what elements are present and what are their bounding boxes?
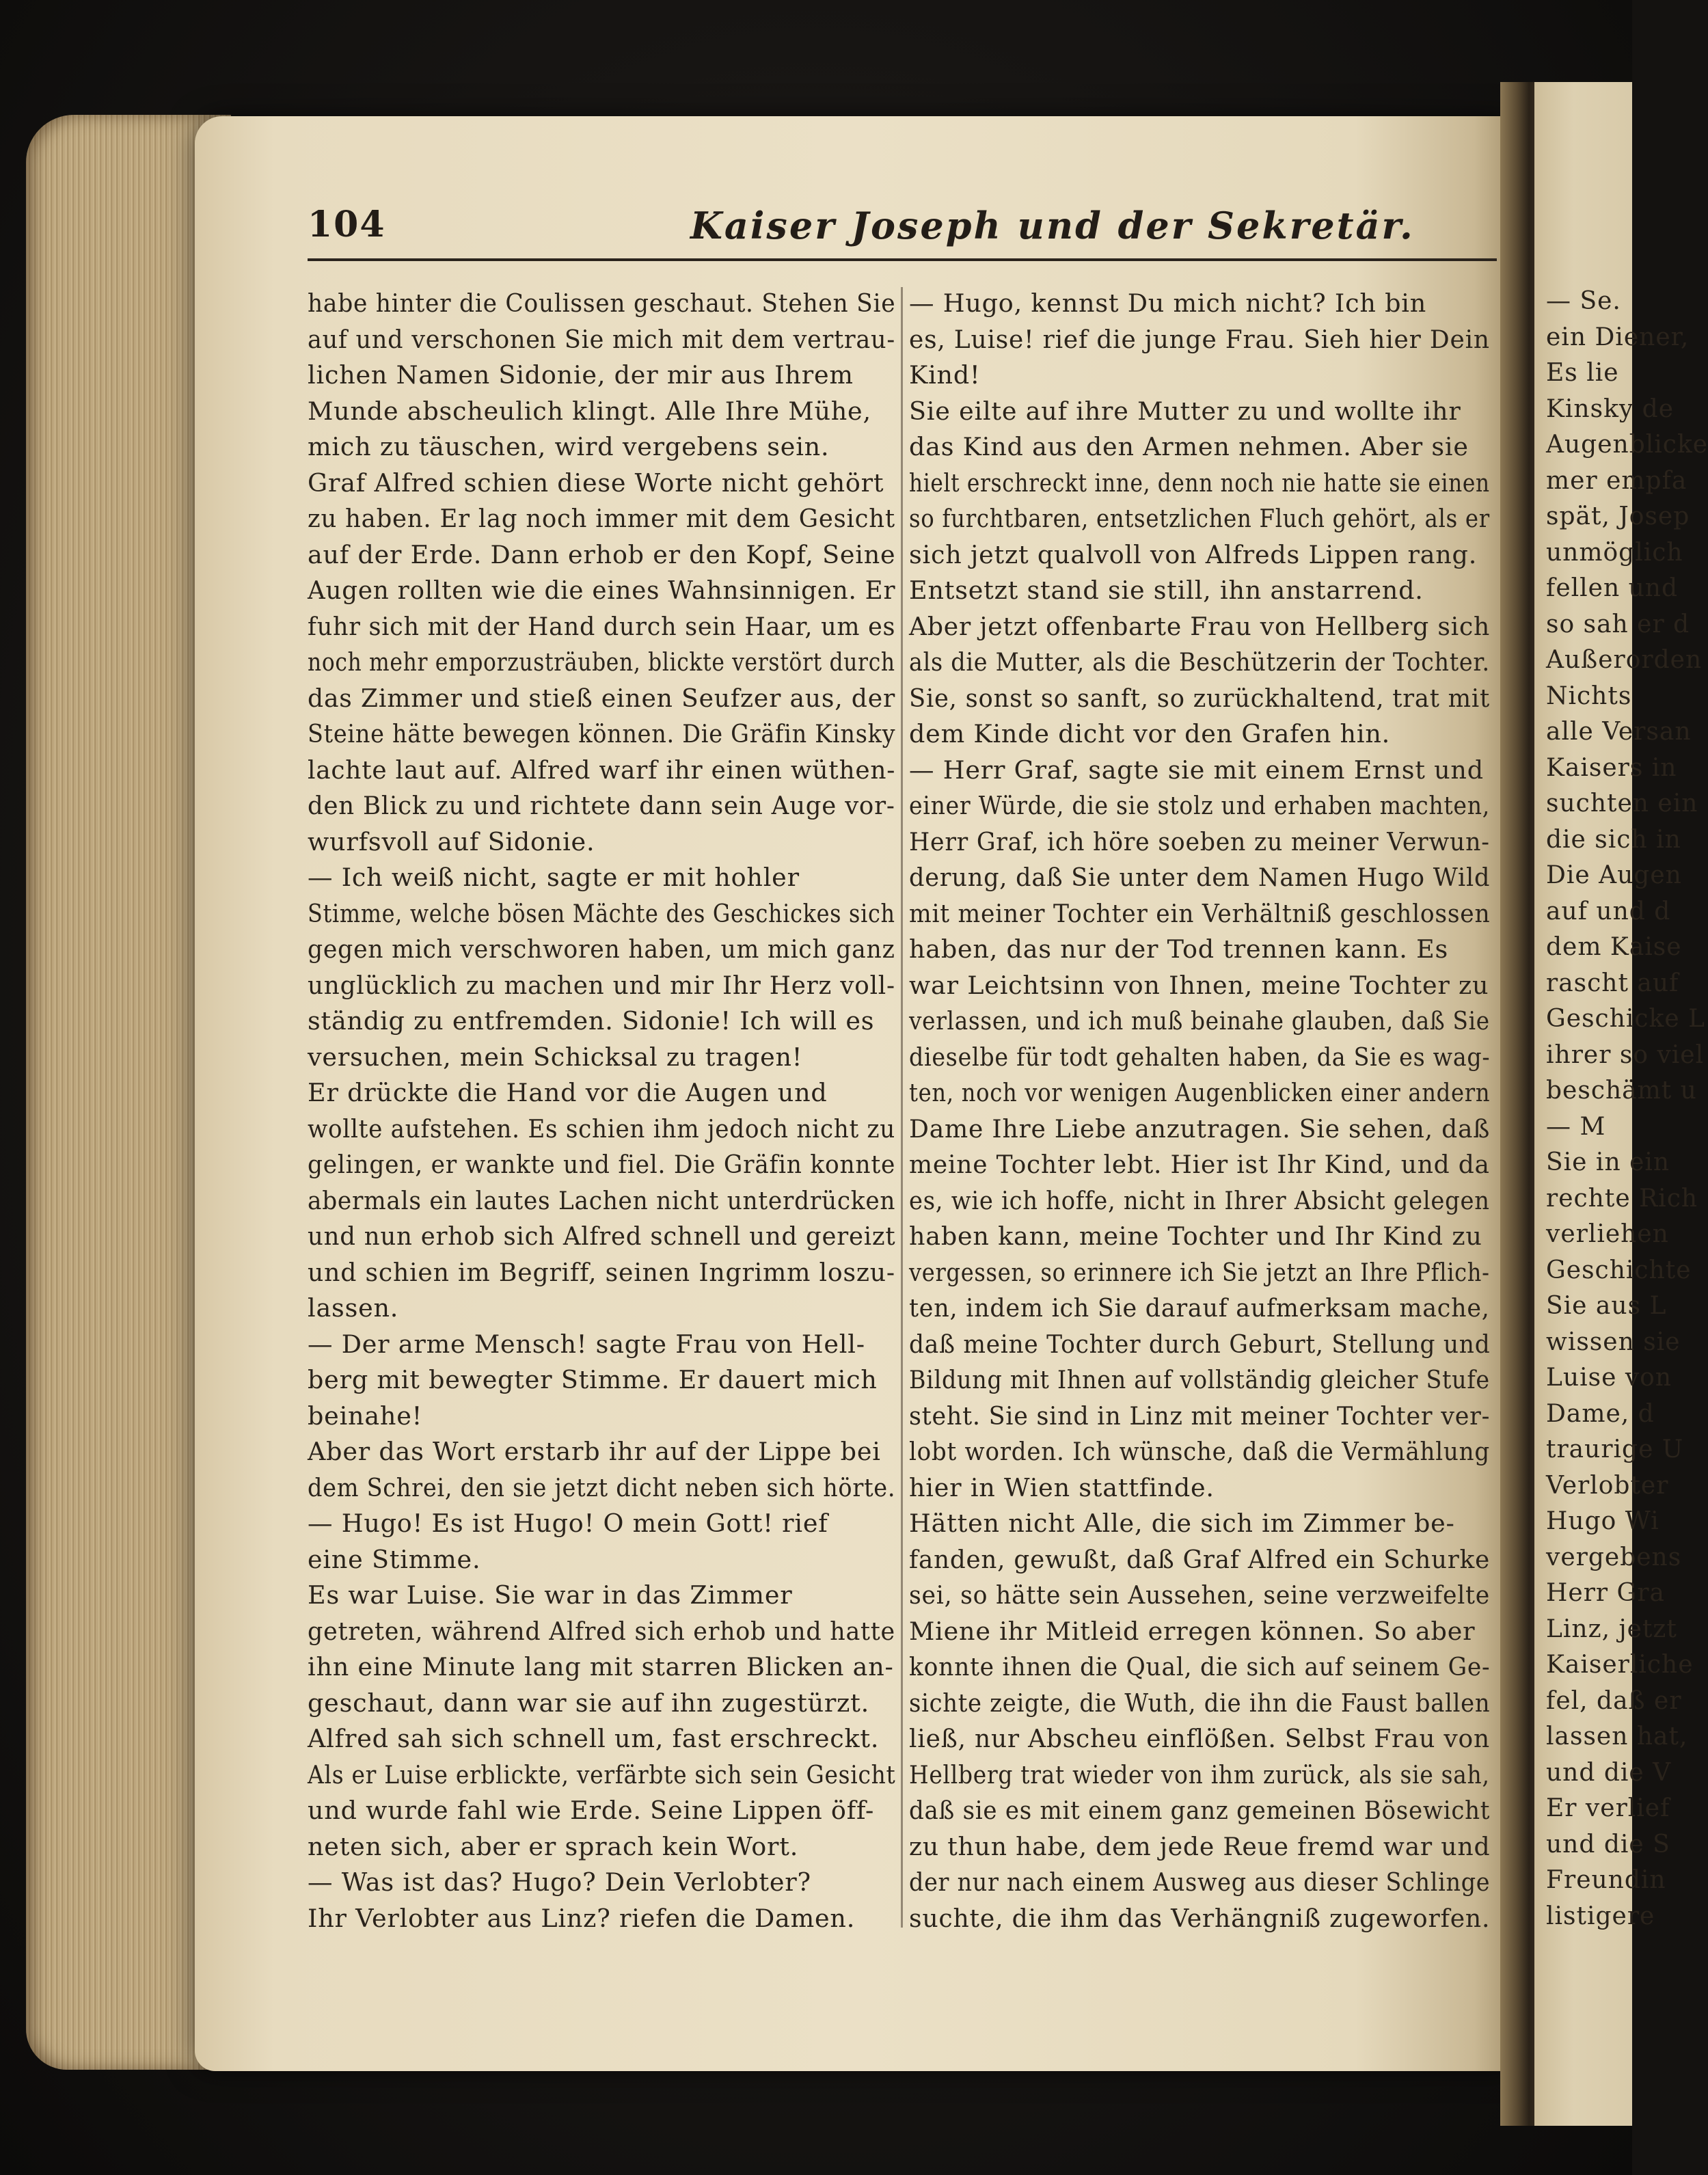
text-line: wurfsvoll auf Sidonie.	[308, 826, 595, 856]
text-line: fanden, gewußt, daß Graf Alfred ein Schurke	[909, 1544, 1490, 1574]
next-page-fragment: mer empfa	[1546, 466, 1687, 495]
page-header	[308, 204, 1497, 261]
text-line: als die Mutter, als die Beschützerin der Tochter.	[909, 647, 1490, 677]
text-line: war Leichtsinn von Ihnen, meine Tochter zu	[909, 970, 1489, 1000]
next-page-fragment: Kinsky de	[1546, 394, 1675, 423]
next-page-fragment: beschämt u	[1546, 1077, 1697, 1105]
text-line: und nun erhob sich Alfred schnell und gereizt	[308, 1221, 896, 1251]
text-line: Bildung mit Ihnen auf vollständig gleicher Stufe	[909, 1365, 1490, 1394]
text-line: Hätten nicht Alle, die sich im Zimmer be-	[909, 1509, 1455, 1538]
text-line: das Zimmer und stieß einen Seufzer aus, der	[308, 683, 896, 713]
text-line: Herr Graf, ich höre soeben zu meiner Verwun-	[909, 826, 1490, 856]
text-line: Dame Ihre Liebe anzutragen. Sie sehen, daß	[909, 1113, 1491, 1144]
next-page-fragment: rascht auf	[1546, 969, 1679, 997]
left-column	[308, 286, 895, 1936]
next-page-fragment: Herr Gra	[1546, 1579, 1665, 1607]
text-line: gegen mich verschworen haben, um mich ganz	[308, 934, 895, 964]
next-page-fragment: Sie aus L	[1546, 1292, 1667, 1320]
text-line: gelingen, er wankte und fiel. Die Gräfin konnte	[308, 1150, 896, 1179]
text-line: dem Kinde dicht vor den Grafen hin.	[909, 719, 1391, 748]
text-line: vergessen, so erinnere ich Sie jetzt an Ihre Pflich-	[909, 1257, 1490, 1287]
text-line: suchte, die ihm das Verhängniß zugeworfen.	[909, 1903, 1491, 1933]
text-line: — Ich weiß nicht, sagte er mit hohler	[308, 863, 800, 892]
text-line: noch mehr emporzusträuben, blickte verstört durch	[308, 647, 895, 677]
text-line: mich zu täuschen, wird vergebens sein.	[308, 432, 830, 461]
text-line: es, Luise! rief die junge Frau. Sieh hier Dein	[909, 324, 1490, 354]
right-column	[909, 286, 1490, 1936]
text-line: hielt erschreckt inne, denn noch nie hatte sie einen	[909, 468, 1490, 498]
text-line: so furchtbaren, entsetzlichen Fluch gehört, als er	[909, 504, 1490, 533]
next-page-fragment: fel, daß er	[1546, 1686, 1682, 1715]
text-line: Munde abscheulich klingt. Alle Ihre Mühe,	[308, 396, 871, 426]
text-line: Alfred sah sich schnell um, fast erschreckt.	[308, 1724, 880, 1753]
text-line: zu haben. Er lag noch immer mit dem Gesicht	[308, 504, 895, 533]
next-page-fragment: so sah er d	[1546, 610, 1690, 638]
next-page-fragment: Er verlief	[1546, 1794, 1670, 1822]
next-page-fragment: — M	[1546, 1112, 1606, 1141]
text-line: — Herr Graf, sagte sie mit einem Ernst und	[909, 755, 1484, 785]
text-line: Ihr Verlobter aus Linz? riefen die Damen.	[308, 1903, 856, 1933]
text-line: neten sich, aber er sprach kein Wort.	[308, 1831, 799, 1861]
text-line: Graf Alfred schien diese Worte nicht gehört	[308, 468, 884, 498]
text-line: — Hugo! Es ist Hugo! O mein Gott! rief	[308, 1509, 828, 1538]
text-line: ihn eine Minute lang mit starren Blicken an-	[308, 1652, 894, 1681]
text-line: daß sie es mit einem ganz gemeinen Bösewicht	[909, 1796, 1491, 1825]
next-page-fragment: spät, Josep	[1546, 502, 1690, 530]
next-page-fragment: vergebens	[1546, 1543, 1682, 1571]
text-line: Stimme, welche bösen Mächte des Geschickes sich	[308, 898, 895, 928]
text-line: ten, noch vor wenigen Augenblicken einer andern	[909, 1078, 1491, 1107]
next-page-fragment: Die Augen	[1546, 861, 1682, 889]
text-line: Augen rollten wie die eines Wahnsinnigen. Er	[308, 576, 896, 605]
next-page-fragment: alle Versan	[1546, 718, 1692, 746]
text-line: lobt worden. Ich wünsche, daß die Vermählung	[909, 1437, 1490, 1466]
page-number: 104	[308, 204, 386, 245]
next-page-fragment: Kaisers in	[1546, 753, 1677, 782]
text-line: — Der arme Mensch! sagte Frau von Hell-	[308, 1329, 865, 1359]
text-line: lichen Namen Sidonie, der mir aus Ihrem	[308, 360, 854, 390]
next-page-fragment: wissen sie	[1546, 1327, 1681, 1356]
text-line: hier in Wien stattfinde.	[909, 1472, 1215, 1502]
text-line: es, wie ich hoffe, nicht in Ihrer Absicht gelegen	[909, 1185, 1490, 1215]
text-line: unglücklich zu machen und mir Ihr Herz voll-	[308, 970, 895, 1000]
next-page-fragment: lassen hat,	[1546, 1723, 1688, 1751]
next-page-fragment: verliehen	[1546, 1220, 1669, 1248]
text-line: habe hinter die Coulissen geschaut. Stehen Sie	[308, 288, 896, 318]
next-page-fragment: Außerorden	[1546, 646, 1703, 674]
text-line: Miene ihr Mitleid erregen können. So aber	[909, 1616, 1476, 1646]
text-line: mit meiner Tochter ein Verhältniß geschlossen	[909, 898, 1491, 928]
text-line: der nur nach einem Ausweg aus dieser Schlinge	[909, 1867, 1491, 1897]
text-line: — Was ist das? Hugo? Dein Verlobter?	[308, 1867, 811, 1897]
next-page-fragment: rechte Rich	[1546, 1184, 1698, 1213]
next-page-fragment: und die S	[1546, 1830, 1670, 1859]
next-page-fragment: fellen und	[1546, 574, 1679, 602]
next-page-fragment: Kaiserliche	[1546, 1651, 1694, 1679]
text-line: abermals ein lautes Lachen nicht unterdrücken	[308, 1185, 896, 1215]
text-line: Hellberg trat wieder von ihm zurück, als sie sah,	[909, 1759, 1490, 1789]
text-line: Kind!	[909, 360, 981, 390]
text-line: den Blick zu und richtete dann sein Auge vor-	[308, 791, 895, 820]
next-page-fragment: listigere	[1546, 1902, 1655, 1930]
next-page-fragment: Freundin	[1546, 1866, 1666, 1894]
text-line: lachte laut auf. Alfred warf ihr einen wüthen-	[308, 755, 896, 785]
next-page-fragment: Verlobter	[1546, 1471, 1669, 1500]
next-page-fragment: ihrer so viel	[1546, 1040, 1705, 1069]
next-page-fragment: traurige U	[1546, 1435, 1684, 1463]
text-line: Sie eilte auf ihre Mutter zu und wollte ihr	[909, 396, 1461, 426]
next-page-fragment: Linz, jetzt	[1546, 1615, 1677, 1643]
next-page-fragment: Geschicke L	[1546, 1005, 1706, 1033]
next-page-fragment: Hugo Wi	[1546, 1507, 1659, 1535]
next-page-fragment: auf und d	[1546, 897, 1671, 926]
text-line: berg mit bewegter Stimme. Er dauert mich	[308, 1365, 878, 1394]
text-line: ten, indem ich Sie darauf aufmerksam mache,	[909, 1293, 1490, 1323]
text-line: Aber jetzt offenbarte Frau von Hellberg sich	[909, 611, 1491, 641]
next-page-fragment: — Se.	[1546, 287, 1621, 315]
text-line: eine Stimme.	[308, 1544, 481, 1574]
text-line: dem Schrei, den sie jetzt dicht neben sich hörte.	[308, 1472, 896, 1502]
text-line: beinahe!	[308, 1401, 423, 1431]
next-page-fragment: suchten ein	[1546, 789, 1698, 818]
next-page-fragment: Nichts	[1546, 681, 1632, 710]
text-line: sich jetzt qualvoll von Alfreds Lippen rang.	[909, 539, 1478, 569]
text-line: wollte aufstehen. Es schien ihm jedoch nicht zu	[308, 1113, 896, 1144]
next-page-fragment: ein Diener,	[1546, 323, 1690, 351]
running-title: Kaiser Joseph und der Sekretär.	[690, 204, 1415, 247]
text-line: Steine hätte bewegen können. Die Gräfin Kinsky	[308, 719, 896, 748]
text-line: und schien im Begriff, seinen Ingrimm loszu-	[308, 1257, 895, 1287]
text-line: steht. Sie sind in Linz mit meiner Tochter ver-	[909, 1401, 1491, 1431]
text-line: Er drückte die Hand vor die Augen und	[308, 1078, 828, 1107]
next-page-fragment: unmöglich	[1546, 538, 1683, 567]
text-line: fuhr sich mit der Hand durch sein Haar, um es	[308, 611, 896, 641]
text-line: das Kind aus den Armen nehmen. Aber sie	[909, 432, 1469, 461]
column-divider	[901, 287, 903, 1928]
text-line: Sie, sonst so sanft, so zurückhaltend, trat mit	[909, 683, 1490, 713]
text-line: haben kann, meine Tochter und Ihr Kind zu	[909, 1221, 1482, 1251]
text-line: ließ, nur Abscheu einflößen. Selbst Frau von	[909, 1724, 1490, 1753]
text-line: verlassen, und ich muß beinahe glauben, daß Sie	[909, 1006, 1490, 1036]
next-page-fragment: Augenblicke	[1546, 431, 1708, 459]
text-line: Es war Luise. Sie war in das Zimmer	[308, 1580, 793, 1610]
next-page-fragment: Luise von	[1546, 1364, 1672, 1392]
text-line: und wurde fahl wie Erde. Seine Lippen öff-	[308, 1796, 875, 1825]
text-line: lassen.	[308, 1293, 399, 1323]
text-line: sei, so hätte sein Aussehen, seine verzweifelte	[909, 1580, 1490, 1610]
text-line: derung, daß Sie unter dem Namen Hugo Wild	[909, 863, 1491, 892]
text-line: einer Würde, die sie stolz und erhaben machten,	[909, 791, 1490, 820]
next-page-fragment: die sich in	[1546, 825, 1681, 854]
text-line: daß meine Tochter durch Geburt, Stellung und	[909, 1329, 1491, 1359]
text-line: haben, das nur der Tod trennen kann. Es	[909, 934, 1449, 964]
text-line: getreten, während Alfred sich erhob und hatte	[308, 1616, 895, 1646]
next-page-fragment: dem Kaise	[1546, 933, 1682, 961]
text-line: — Hugo, kennst Du mich nicht? Ich bin	[909, 288, 1427, 318]
next-page-fragment: Es lie	[1546, 359, 1619, 387]
text-line: auf der Erde. Dann erhob er den Kopf, Seine	[308, 539, 896, 569]
next-page-fragment: Geschichte	[1546, 1256, 1692, 1284]
text-line: ständig zu entfremden. Sidonie! Ich will es	[308, 1006, 875, 1036]
text-line: Aber das Wort erstarb ihr auf der Lippe bei	[308, 1437, 881, 1466]
text-line: auf und verschonen Sie mich mit dem vertrau-	[308, 324, 895, 354]
next-page-fragment: Sie in ein	[1546, 1148, 1670, 1176]
text-line: sichte zeigte, die Wuth, die ihn die Faust ballen	[909, 1688, 1491, 1718]
next-page-fragment: Dame, d	[1546, 1399, 1655, 1428]
next-page-fragment: und die V	[1546, 1758, 1672, 1787]
text-line: konnte ihnen die Qual, die sich auf seinem Ge-	[909, 1652, 1491, 1681]
text-line: versuchen, mein Schicksal zu tragen!	[308, 1042, 803, 1072]
text-line: zu thun habe, dem jede Reue fremd war und	[909, 1831, 1491, 1861]
text-line: Als er Luise erblickte, verfärbte sich sein Gesicht	[308, 1759, 896, 1789]
text-line: Entsetzt stand sie still, ihn anstarrend.	[909, 576, 1424, 605]
text-line: geschaut, dann war sie auf ihn zugestürzt.	[308, 1688, 870, 1718]
text-line: meine Tochter lebt. Hier ist Ihr Kind, und da	[909, 1150, 1490, 1179]
text-line: dieselbe für todt gehalten haben, da Sie es wag-	[909, 1042, 1491, 1072]
